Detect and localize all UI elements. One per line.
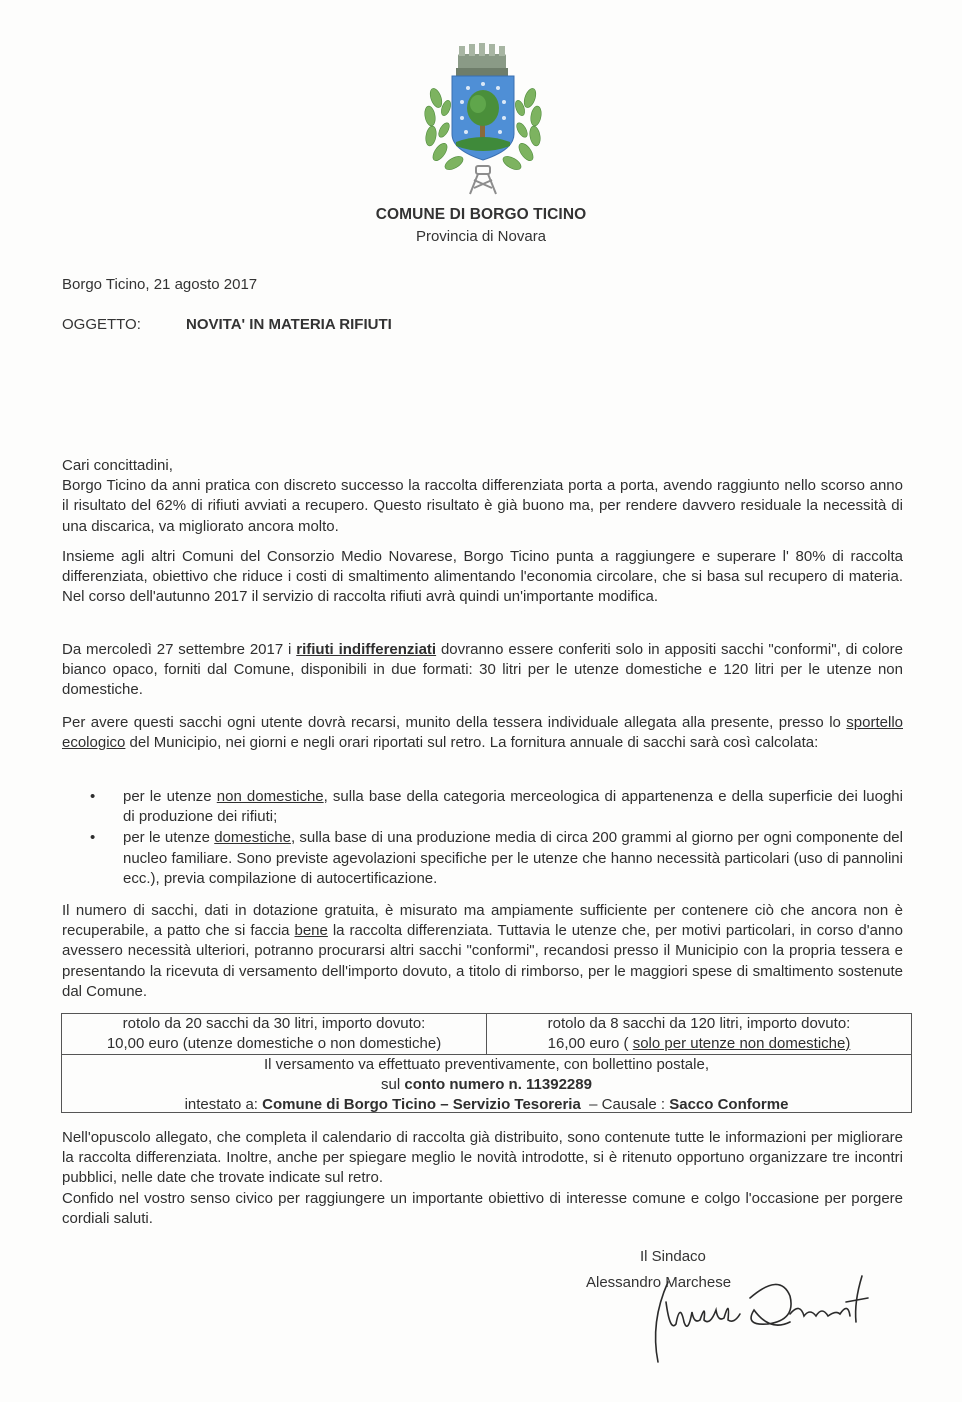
- emphasis-rifiuti-indifferenziati: rifiuti indifferenziati: [296, 641, 437, 658]
- payment-line-3-pre: intestato a:: [184, 1096, 263, 1113]
- signoff-title: Il Sindaco: [640, 1248, 706, 1265]
- province-name: Provincia di Novara: [415, 228, 547, 245]
- fee-cell-120-litri: [486, 1014, 911, 1054]
- emphasis-bene: bene: [294, 922, 328, 940]
- payment-reason: Sacco Conforme: [669, 1096, 789, 1113]
- bullet-list: [86, 787, 903, 890]
- bullet-dot-icon: •: [90, 829, 96, 847]
- paragraph-3-post: dovranno essere conferiti solo in appositi sacchi "conformi", di colore bianco opaco, forniti dal Comune, disponibili in due formati: 30 litri per le utenze domestiche e 120 litri per le utenze non domestiche.: [62, 641, 903, 699]
- paragraph-6-7: [62, 1128, 903, 1229]
- signature-icon: [640, 1262, 880, 1372]
- emphasis-non-domestiche: non domestiche: [216, 788, 324, 805]
- fee-120-restriction: solo per utenze non domestiche): [632, 1035, 851, 1052]
- fee-30-amount: 10,00 euro (utenze domestiche o non domestiche): [106, 1035, 442, 1052]
- paragraph-2: [62, 547, 903, 608]
- paragraph-2-text: Insieme agli altri Comuni del Consorzio Medio Novarese, Borgo Ticino punta a raggiungere e superare l' 80% di raccolta differenziata, obiettivo che riduce i costi di smaltimento alimentando l'economia circolare, che si basa sul recupero di materia. Nel corso dell'autunno 2017 il servizio di raccolta rifiuti avrà quindi un'importante modifica.: [62, 548, 903, 606]
- paragraph-5: [62, 901, 903, 1002]
- bullet-dot-icon: •: [90, 788, 96, 805]
- coat-of-arms-icon: [418, 38, 548, 198]
- paragraph-3: [62, 640, 903, 701]
- payment-line-3-mid: – Causale :: [580, 1096, 670, 1113]
- fee-table-row: [62, 1014, 911, 1055]
- account-number: conto numero n. 11392289: [404, 1076, 592, 1093]
- signoff-name: Alessandro Marchese: [586, 1274, 732, 1291]
- paragraph-5-post: la raccolta differenziata. Tuttavia le utenze che, per motivi particolari, in corso d'anno avessero necessità ulteriori, potranno procurarsi altri sacchi "conformi", recandosi presso il Municipio con la propria tessera e presentando la ricevuta di versamento dell'importo dovuto, a titolo di rimborso, per le maggiori spese di smaltimento sostenute dal Comune.: [62, 922, 903, 1000]
- emphasis-domestiche: domestiche: [214, 829, 291, 847]
- bullet-1-post: , sulla base della categoria merceologica di appartenenza e della superficie dei luoghi di produzione dei rifiuti;: [123, 788, 903, 826]
- paragraph-intro: [62, 456, 903, 537]
- subject-value: NOVITA' IN MATERIA RIFIUTI: [186, 316, 392, 333]
- payment-instructions: [62, 1055, 911, 1115]
- fee-120-amount: [487, 1034, 911, 1054]
- emphasis-sportello-ecologico: sportello ecologico: [62, 714, 903, 752]
- bullet-2-pre: per le utenze: [123, 829, 215, 847]
- fee-120-amount-value: 16,00 euro (: [547, 1035, 633, 1052]
- paragraph-5-pre: Il numero di sacchi, dati in dotazione gratuita, è misurato ma ampiamente sufficiente per contenere ciò che ancora non è recuperabile, a patto che si faccia: [62, 902, 903, 940]
- fee-table: [61, 1013, 912, 1113]
- bullet-2-post: , sulla base di una produzione media di circa 200 grammi al giorno per ogni componente del nucleo familiare. Sono previste agevolazioni specifiche per le utenze che hanno necessità particolari (uso di pannolini ecc.), previa compilazione di autocertificazione.: [123, 829, 903, 887]
- bullet-item: [86, 787, 903, 827]
- paragraph-1: Borgo Ticino da anni pratica con discreto successo la raccolta differenziata porta a porta, avendo raggiunto nello scorso anno il risultato del 62% di rifiuti avviati a recupero. Questo risultato è già buono ma, per rendere davvero residuale la necessità di una discarica, va migliorato ancora molto.: [62, 477, 903, 535]
- paragraph-6: Nell'opuscolo allegato, che completa il calendario di raccolta già distribuito, sono contenute tutte le informazioni per migliorare la raccolta differenziata. Inoltre, anche per spiegare meglio le novità introdotte, si è ritenuto opportuno organizzare tre incontri pubblici, nelle date che trovate indicate sul retro.: [62, 1129, 903, 1187]
- letter-subject: [62, 316, 392, 333]
- payee: Comune di Borgo Ticino – Servizio Tesoreria: [262, 1096, 581, 1113]
- paragraph-3-pre: Da mercoledì 27 settembre 2017 i: [62, 641, 297, 658]
- bullet-item: [86, 828, 903, 889]
- fee-120-description: rotolo da 8 sacchi da 120 litri, importo dovuto:: [547, 1015, 851, 1032]
- organization-name: COMUNE DI BORGO TICINO: [375, 206, 587, 223]
- fee-30-description: rotolo da 20 sacchi da 30 litri, importo dovuto:: [122, 1015, 426, 1032]
- greeting: Cari concittadini,: [62, 457, 173, 474]
- paragraph-4: [62, 713, 903, 753]
- bullet-1-pre: per le utenze: [123, 788, 217, 805]
- subject-label: OGGETTO:: [62, 316, 141, 333]
- payment-line-2-pre: sul: [381, 1076, 405, 1093]
- payment-line-1: Il versamento va effettuato preventivamente, con bollettino postale,: [264, 1056, 709, 1073]
- payment-line-3: [62, 1095, 911, 1115]
- paragraph-4-pre: Per avere questi sacchi ogni utente dovrà recarsi, munito della tessera individuale allegata alla presente, presso lo: [62, 714, 847, 731]
- paragraph-7: Confido nel vostro senso civico per raggiungere un importante obiettivo di interesse comune e colgo l'occasione per porgere cordiali saluti.: [62, 1189, 903, 1227]
- letter-date: Borgo Ticino, 21 agosto 2017: [62, 276, 258, 293]
- paragraph-4-post: del Municipio, nei giorni e negli orari riportati sul retro. La fornitura annuale di sacchi sarà così calcolata:: [125, 734, 819, 752]
- fee-cell-30-litri: [62, 1014, 486, 1054]
- payment-line-2: [62, 1075, 911, 1095]
